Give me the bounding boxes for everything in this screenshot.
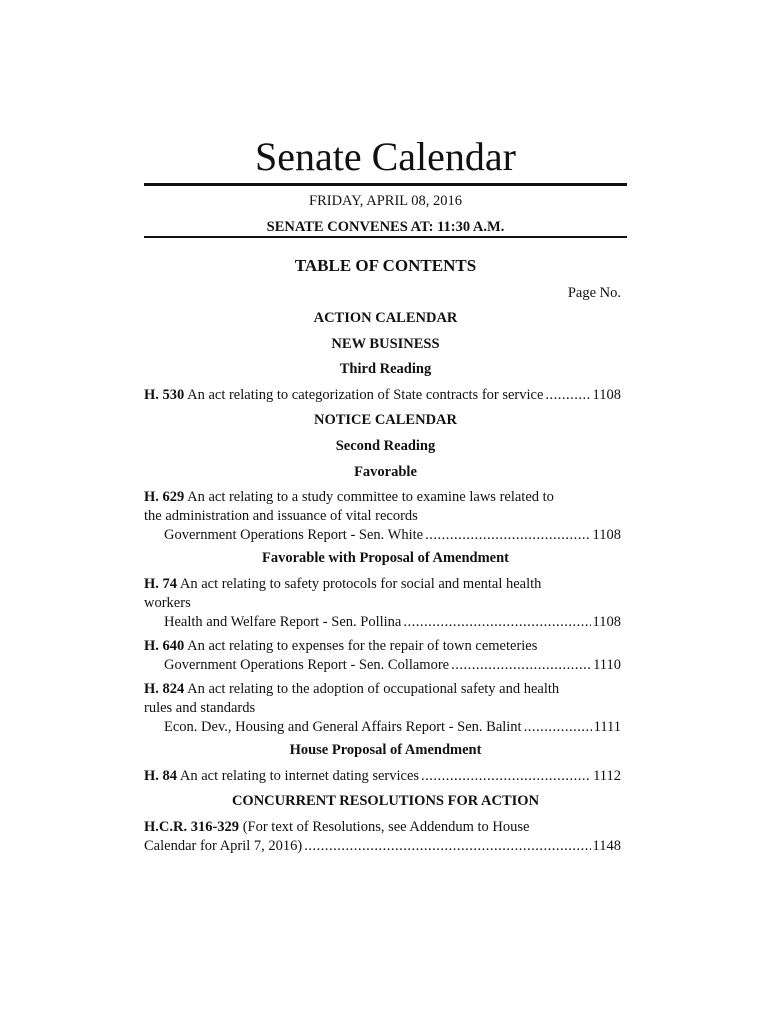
page-title: Senate Calendar <box>255 134 516 179</box>
section-notice-calendar: NOTICE CALENDAR <box>313 412 457 428</box>
page-number: 1108 <box>592 387 621 403</box>
bill-title-cont: the administration and issuance of vital records <box>144 508 418 524</box>
toc-entry-h640[interactable] <box>144 637 621 675</box>
section-house-proposal: House Proposal of Amendment <box>289 742 482 758</box>
date-line: FRIDAY, APRIL 08, 2016 <box>309 193 462 209</box>
page-number-label: Page No. <box>567 285 621 301</box>
section-third-reading: Third Reading <box>339 361 432 377</box>
section-second-reading: Second Reading <box>335 438 436 454</box>
section-new-business: NEW BUSINESS <box>331 336 440 352</box>
dot-leader <box>403 613 590 632</box>
bill-title: An act relating to safety protocols for social and mental health <box>177 576 542 592</box>
section-favorable: Favorable <box>354 464 417 480</box>
convenes-line: SENATE CONVENES AT: 11:30 A.M. <box>266 219 505 235</box>
bill-title: An act relating to a study committee to examine laws related to <box>184 489 554 505</box>
page-number: 1110 <box>593 657 621 673</box>
toc-entry-h84[interactable] <box>144 767 621 786</box>
dot-leader <box>524 718 592 737</box>
committee-report: Econ. Dev., Housing and General Affairs Report - Sen. Balint <box>164 719 522 735</box>
toc-entry-hcr[interactable] <box>144 818 621 856</box>
section-favorable-amendment: Favorable with Proposal of Amendment <box>261 550 510 566</box>
page-number: 1108 <box>592 614 621 630</box>
title-rule <box>144 183 627 186</box>
page-number: 1112 <box>593 768 621 784</box>
bill-number: H.C.R. 316-329 <box>144 819 240 835</box>
bill-number: H. 530 <box>144 387 185 403</box>
bill-number: H. 640 <box>144 638 185 654</box>
dot-leader <box>421 767 591 786</box>
bill-title: (For text of Resolutions, see Addendum to House <box>239 819 530 835</box>
bill-number: H. 84 <box>144 768 178 784</box>
toc-entry-h629[interactable] <box>144 488 621 545</box>
bill-title: An act relating to internet dating services <box>177 768 420 784</box>
section-action-calendar: ACTION CALENDAR <box>313 310 458 326</box>
bill-title: An act relating to categorization of State contracts for service <box>184 387 544 403</box>
dot-leader <box>545 386 590 405</box>
bill-title-cont: Calendar for April 7, 2016) <box>144 838 303 854</box>
committee-report: Government Operations Report - Sen. Collamore <box>164 657 450 673</box>
toc-title: TABLE OF CONTENTS <box>294 256 477 275</box>
dot-leader <box>451 656 591 675</box>
toc-entry-h530[interactable] <box>144 386 621 405</box>
dot-leader <box>425 526 590 545</box>
bill-title-cont: rules and standards <box>144 700 256 716</box>
bill-title: An act relating to expenses for the repair of town cemeteries <box>184 638 538 654</box>
bill-number: H. 824 <box>144 681 185 697</box>
header-rule <box>144 236 627 238</box>
committee-report: Health and Welfare Report - Sen. Pollina <box>164 614 402 630</box>
dot-leader <box>304 837 590 856</box>
toc-entry-h824[interactable] <box>144 680 621 737</box>
page-number: 1148 <box>592 838 621 854</box>
bill-number: H. 74 <box>144 576 178 592</box>
committee-report: Government Operations Report - Sen. White <box>164 527 424 543</box>
bill-number: H. 629 <box>144 489 185 505</box>
bill-title: An act relating to the adoption of occupational safety and health <box>184 681 560 697</box>
section-concurrent-resolutions: CONCURRENT RESOLUTIONS FOR ACTION <box>231 793 540 809</box>
bill-title-cont: workers <box>144 595 191 611</box>
toc-entry-h74[interactable] <box>144 575 621 632</box>
page-number: 1108 <box>592 527 621 543</box>
page-number: 1111 <box>593 719 621 735</box>
